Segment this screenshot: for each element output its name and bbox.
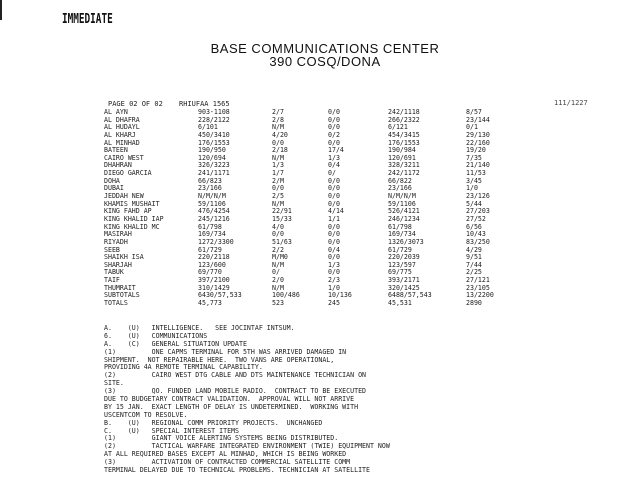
table-cell: M/M0 (272, 253, 288, 262)
table-cell: 27/121 (466, 276, 490, 285)
table-cell: 1/3 (328, 260, 340, 269)
table-cell: 0/0 (328, 268, 340, 277)
table-cell: 4/29 (466, 245, 482, 254)
table-cell: 29/130 (466, 130, 490, 139)
table-cell: 123/600 (198, 260, 226, 269)
table-cell: 2/8 (272, 115, 284, 124)
table-cell: 328/3211 (388, 161, 420, 170)
body-line: B. (U) REGIONAL COMM PRIORITY PROJECTS. UNCHANGED (104, 419, 323, 427)
table-cell: 6/101 (198, 123, 218, 132)
table-cell: 245/1216 (198, 214, 230, 223)
table-cell: 0/0 (328, 108, 340, 116)
table-cell: 11/53 (466, 169, 486, 178)
table-cell: 0/0 (272, 184, 284, 193)
table-cell: 169/734 (388, 230, 416, 239)
table-cell: N/M/N/M (388, 192, 416, 201)
body-line: AT ALL REQUIRED BASES EXCEPT AL MINHAD, WHICH IS BEING WORKED (104, 451, 347, 459)
table-cell: 5/44 (466, 199, 482, 208)
table-cell: N/M (272, 153, 284, 162)
table-cell: 1326/3073 (388, 237, 424, 246)
table-cell: 1/0 (466, 184, 478, 193)
table-cell: 1/0 (328, 283, 340, 292)
table-cell: 8/57 (466, 108, 482, 116)
table-cell: 0/4 (328, 161, 340, 170)
table-cell: 6/56 (466, 222, 482, 231)
table-cell: 123/597 (388, 260, 416, 269)
base-name-cell: AL KHARJ (104, 130, 136, 139)
table-cell: 246/1234 (388, 214, 420, 223)
table-cell: 0/0 (328, 222, 340, 231)
table-cell: 1/7 (272, 169, 284, 178)
page-number: PAGE 02 OF 02 (108, 100, 163, 108)
base-name-cell: SHARJAH (104, 260, 132, 269)
table-cell: 450/3410 (198, 130, 230, 139)
base-name-cell: JEDDAH NEW (104, 192, 144, 201)
header-title: BASE COMMUNICATIONS CENTER (210, 41, 440, 56)
table-cell: 326/3223 (198, 161, 230, 170)
table-cell: 393/2171 (388, 276, 420, 285)
table-cell: 10/136 (328, 291, 352, 300)
table-cell: 2/5 (272, 192, 284, 201)
base-name-cell: TAIF (104, 276, 120, 285)
table-cell: 69/770 (198, 268, 222, 277)
header-subtitle: 390 COSQ/DONA (269, 54, 381, 69)
table-cell: 0/4 (328, 245, 340, 254)
table-cell: 190/950 (198, 146, 226, 155)
body-line: (1) GIANT VOICE ALERTING SYSTEMS BEING DISTRIBUTED. (104, 435, 339, 443)
body-line: (2) TACTICAL WARFARE INTEGRATED ENVIRONMENT (TWIE) EQUIPMENT NOW (104, 443, 390, 451)
body-line: BY 15 JAN. EXACT LENGTH OF DELAY IS UNDETERMINED. WORKING WITH (104, 403, 359, 411)
table-cell: 27/52 (466, 214, 486, 223)
body-line: DUE TO BUDGETARY CONTRACT VALIDATION. APPROVAL WILL NOT ARRIVE (104, 396, 355, 404)
body-line: SHIPMENT. NOT REPAIRABLE HERE. TWO VANS ARE OPERATIONAL, (104, 356, 335, 364)
table-cell: 6488/57,543 (388, 291, 432, 300)
table-cell: 10/43 (466, 230, 486, 239)
base-name-cell: AL HUDAYL (104, 123, 140, 132)
base-name-cell: AL AYN (104, 108, 128, 116)
routing-reference: RHIUFAA 1565 (179, 100, 230, 108)
table-cell: 6430/57,533 (198, 291, 242, 300)
table-cell: 228/2122 (198, 115, 230, 124)
table-cell: 245 (328, 299, 340, 308)
table-cell: 45,773 (198, 299, 222, 308)
table-cell: N/M (272, 260, 284, 269)
table-cell: 0/0 (328, 138, 340, 147)
base-name-cell: BATEEN (104, 146, 128, 155)
table-cell: 0/ (272, 268, 280, 277)
table-cell: 2/0 (272, 276, 284, 285)
table-cell: 0/0 (328, 199, 340, 208)
body-line: A. (C) GENERAL SITUATION UPDATE (104, 340, 247, 348)
table-cell: 523 (272, 299, 284, 308)
table-cell: 1/3 (328, 153, 340, 162)
table-cell: 1/1 (328, 214, 340, 223)
table-cell: 176/1553 (198, 138, 230, 147)
table-cell: 0/1 (466, 123, 478, 132)
table-cell: 266/2322 (388, 115, 420, 124)
body-line: (1) ONE CAPMS TERMINAL FOR 5TH WAS ARRIVED DAMAGED IN (104, 348, 347, 356)
table-cell: 220/2118 (198, 253, 230, 262)
table-cell: 9/51 (466, 253, 482, 262)
table-cell: N/M (272, 123, 284, 132)
table-cell: 61/798 (388, 222, 412, 231)
table-cell: 6/121 (388, 123, 408, 132)
body-line: (3) ACTIVATION OF CONTRACTED COMMERCIAL SATELLITE COMM (104, 459, 351, 467)
table-cell: 1/3 (272, 161, 284, 170)
table-cell: 0/0 (328, 176, 340, 185)
table-cell: 0/0 (328, 123, 340, 132)
table-cell: 7/35 (466, 153, 482, 162)
table-cell: 310/1429 (198, 283, 230, 292)
table-cell: 83/250 (466, 237, 490, 246)
table-cell: 0/0 (328, 115, 340, 124)
precedence-stamp: IMMEDIATE (62, 12, 113, 27)
table-cell: 2/18 (272, 146, 288, 155)
base-name-cell: TOTALS (104, 299, 128, 308)
body-line: USCENTCOM TO RESOLVE. (104, 411, 188, 419)
body-line: A. (U) INTELLIGENCE. SEE JOCINTAF INTSUM. (104, 325, 295, 332)
table-cell: 190/984 (388, 146, 416, 155)
base-name-cell: DOHA (104, 176, 120, 185)
body-line: PROVIDING 4A REMOTE TERMINAL CAPABILITY. (104, 364, 263, 372)
table-cell: 23/166 (198, 184, 222, 193)
table-cell: 23/144 (466, 115, 490, 124)
table-cell: 22/160 (466, 138, 490, 147)
base-name-cell: DUBAI (104, 184, 124, 193)
base-name-cell: KING KHALID MC (104, 222, 160, 231)
table-cell: 2/7 (272, 108, 284, 116)
body-line: (3) QO. FUNDED LAND MOBILE RADIO. CONTRACT TO BE EXECUTED (104, 388, 367, 396)
base-name-cell: KING FAHD AP (104, 207, 152, 216)
table-cell: 61/798 (198, 222, 222, 231)
date-time-group: 111/1227 (554, 99, 588, 107)
message-header (0, 42, 640, 68)
table-cell: 15/33 (272, 214, 292, 223)
base-name-cell: KING KHALID IAP (104, 214, 164, 223)
base-name-cell: SUBTOTALS (104, 291, 140, 300)
table-cell: 45,531 (388, 299, 412, 308)
table-cell: 1272/3300 (198, 237, 234, 246)
table-cell: 4/14 (328, 207, 344, 216)
table-cell: 2/25 (466, 268, 482, 277)
table-cell: 176/1553 (388, 138, 420, 147)
table-cell: 66/823 (198, 176, 222, 185)
table-cell: 59/1106 (198, 199, 226, 208)
scan-edge-mark (0, 0, 2, 20)
table-cell: 0/0 (328, 230, 340, 239)
table-cell: 0/0 (272, 230, 284, 239)
body-line: C. (U) SPECIAL INTEREST ITEMS (104, 427, 239, 435)
table-cell: 397/2100 (198, 276, 230, 285)
table-cell: 27/203 (466, 207, 490, 216)
base-name-cell: THUMRAIT (104, 283, 136, 292)
table-cell: 120/691 (388, 153, 416, 162)
table-cell: 3/45 (466, 176, 482, 185)
table-cell: 241/1171 (198, 169, 230, 178)
base-name-cell: SHAIKH ISA (104, 253, 144, 262)
table-cell: 13/2200 (466, 291, 494, 300)
message-body (104, 325, 632, 475)
base-name-cell: AL DHAFRA (104, 115, 140, 124)
base-name-cell: TABUK (104, 268, 124, 277)
table-cell: 2/3 (328, 276, 340, 285)
table-cell: 0/0 (328, 184, 340, 193)
table-cell: 23/126 (466, 192, 490, 201)
table-cell: 23/166 (388, 184, 412, 193)
table-cell: 66/822 (388, 176, 412, 185)
table-cell: 0/ (328, 169, 336, 178)
body-line: SITE. (104, 380, 124, 388)
table-cell: 120/694 (198, 153, 226, 162)
table-cell: 454/3415 (388, 130, 420, 139)
table-cell: 0/0 (328, 253, 340, 262)
table-cell: 4/20 (272, 130, 288, 139)
table-cell: 0/0 (272, 138, 284, 147)
table-cell: 0/0 (328, 192, 340, 201)
base-name-cell: AL MINHAD (104, 138, 140, 147)
table-cell: N/M (272, 283, 284, 292)
table-cell: 100/486 (272, 291, 300, 300)
table-cell: 320/1425 (388, 283, 420, 292)
table-cell: 51/63 (272, 237, 292, 246)
table-cell: 2/M (272, 176, 284, 185)
base-name-cell: MASIRAH (104, 230, 132, 239)
table-cell: 4/0 (272, 222, 284, 231)
table-cell: 7/44 (466, 260, 482, 269)
base-name-cell: SEEB (104, 245, 120, 254)
table-cell: 17/4 (328, 146, 344, 155)
table-cell: 220/2039 (388, 253, 420, 262)
table-cell: 242/1172 (388, 169, 420, 178)
table-cell: 242/1118 (388, 108, 420, 116)
table-cell: 23/105 (466, 283, 490, 292)
base-name-cell: CAIRO WEST (104, 153, 144, 162)
base-name-cell: DIEGO GARCIA (104, 169, 152, 178)
body-line: TERMINAL DELAYED DUE TO TECHNICAL PROBLEMS. TECHNICIAN AT SATELLITE (104, 467, 370, 475)
table-cell: 61/729 (388, 245, 412, 254)
table-cell: 59/1106 (388, 199, 416, 208)
table-cell: 19/20 (466, 146, 486, 155)
base-name-cell: KHAMIS MUSHAIT (104, 199, 160, 208)
table-cell: 0/0 (328, 237, 340, 246)
table-cell: 2890 (466, 299, 482, 308)
table-cell: 476/4254 (198, 207, 230, 216)
table-cell: 0/2 (328, 130, 340, 139)
table-cell: 526/4121 (388, 207, 420, 216)
table-cell: 21/140 (466, 161, 490, 170)
body-line: 6. (U) COMMUNICATIONS (104, 332, 208, 340)
base-name-cell: RIYADH (104, 237, 128, 246)
page-info (108, 100, 242, 108)
base-name-cell: DHAHRAN (104, 161, 132, 170)
table-cell: 61/729 (198, 245, 222, 254)
table-cell: 22/91 (272, 207, 292, 216)
table-cell: N/M/N/M (198, 192, 226, 201)
table-cell: 2/2 (272, 245, 284, 254)
table-cell: N/M (272, 199, 284, 208)
table-cell: 903-1108 (198, 108, 230, 116)
table-cell: 169/734 (198, 230, 226, 239)
body-line: (2) CAIRO WEST DTG CABLE AND DTS MAINTENANCE TECHNICIAN ON (104, 372, 367, 380)
table-cell: 69/775 (388, 268, 412, 277)
